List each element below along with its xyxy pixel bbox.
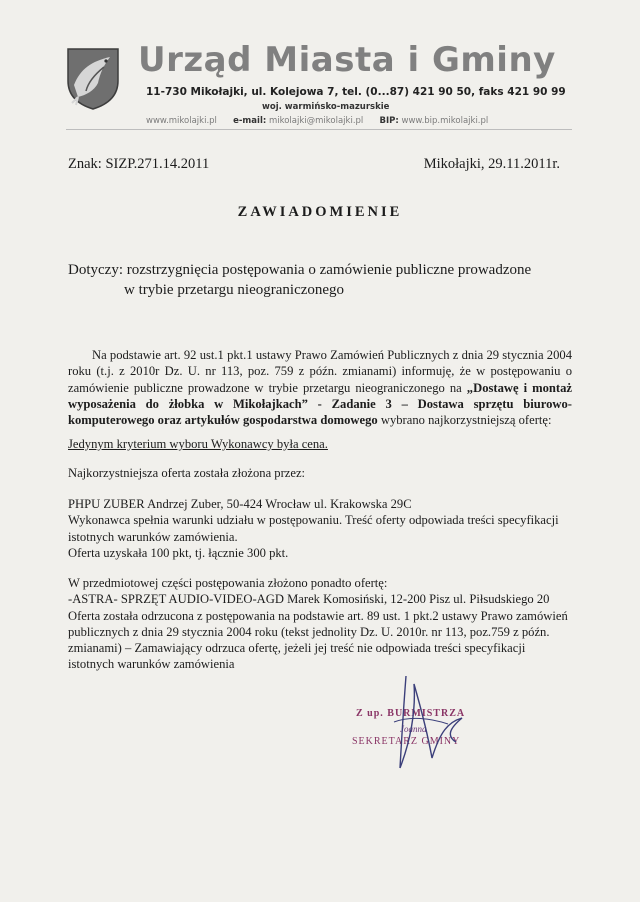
handwritten-signature — [370, 672, 490, 782]
letterhead-divider — [66, 129, 572, 130]
website-link[interactable]: www.mikolajki.pl — [146, 116, 217, 126]
stamp-line-1: Z up. BURMISTRZA — [356, 708, 466, 719]
stamp-line-2: Joanna — [400, 724, 427, 734]
email-label: e-mail: — [233, 116, 267, 126]
letterhead-title: Urząd Miasta i Gminy — [138, 40, 556, 80]
main-text-part-2: wybrano najkorzystniejszą ofertę: — [377, 413, 552, 428]
letterhead-region: woj. warmińsko-mazurskie — [262, 102, 390, 112]
winner-name: PHPU ZUBER Andrzej Zuber, 50-424 Wrocław ul. Krakowska 29C — [68, 497, 412, 511]
bip-link[interactable]: www.bip.mikolajki.pl — [401, 116, 489, 126]
winner-block — [68, 496, 572, 561]
email-link[interactable]: mikolajki@mikolajki.pl — [268, 116, 364, 126]
place-date: Mikołajki, 29.11.2011r. — [423, 156, 560, 172]
main-text-bold: „Dostawę i montaż wyposażenia do żłobka w Mikołajkach” - Zadanie 3 – Dostawa sprzętu biurowo-komputerowego oraz artykułów gospodarstwa domowego — [68, 380, 572, 428]
subject-line-1: Dotyczy: rozstrzygnięcia postępowania o zamówienie publiczne prowadzone — [68, 262, 532, 278]
subject — [68, 260, 568, 300]
best-offer-intro: Najkorzystniejsza oferta została złożona przez: — [68, 466, 306, 480]
letterhead-contacts — [146, 116, 488, 126]
stamp-line-3: SEKRETARZ GMINY — [352, 736, 461, 747]
other-offer-intro: W przedmiotowej części postępowania złożono ponadto ofertę: — [68, 576, 388, 590]
winner-points: Oferta uzyskała 100 pkt, tj. łącznie 300 pkt. — [68, 545, 289, 560]
letterhead-address: 11-730 Mikołajki, ul. Kolejowa 7, tel. (0...87) 421 90 50, faks 421 90 99 — [146, 86, 566, 98]
document-heading: ZAWIADOMIENIE — [237, 204, 403, 220]
other-offer-block — [68, 575, 572, 673]
city-crest-fish-icon — [66, 47, 120, 111]
subject-line-2: w trybie przetargu nieograniczonego — [124, 282, 345, 298]
other-offer-name: -ASTRA- SPRZĘT AUDIO-VIDEO-AGD Marek Komosiński, 12-200 Pisz ul. Piłsudskiego 20 — [68, 592, 550, 607]
reference-number: Znak: SIZP.271.14.2011 — [68, 156, 210, 172]
bip-label: BIP: — [379, 116, 399, 126]
winner-text: Wykonawca spełnia warunki udziału w postępowaniu. Treść oferty odpowiada treści specyfikacji istotnych warunków zamówienia. — [68, 513, 559, 544]
other-offer-text: Oferta została odrzucona z postępowania na podstawie art. 89 ust. 1 pkt.2 ustawy Prawo zamówień publicznych z dnia 29 stycznia 2004 roku (tekst jednolity Dz. U. 2010r. nr 113, poz.759 z późn. zmianami) – Zamawiający odrzuca ofertę, jeżeli jej treść nie odpowiada treści specyfikacji istotnych warunków zamówienia — [68, 608, 568, 672]
criterion-note: Jedynym kryterium wyboru Wykonawcy była cena. — [68, 437, 328, 451]
main-text-part-1: Na podstawie art. 92 ust.1 pkt.1 ustawy Prawo Zamówień Publicznych z dnia 29 stycznia 2004 roku (t.j. z 2010r Dz. U. nr 113, poz. 759 z późn. zmianami) informuję, że w postępowaniu o zamówienie publiczne prowadzone w trybie przetargu nieograniczonego na — [68, 348, 572, 395]
main-paragraph — [68, 347, 572, 428]
